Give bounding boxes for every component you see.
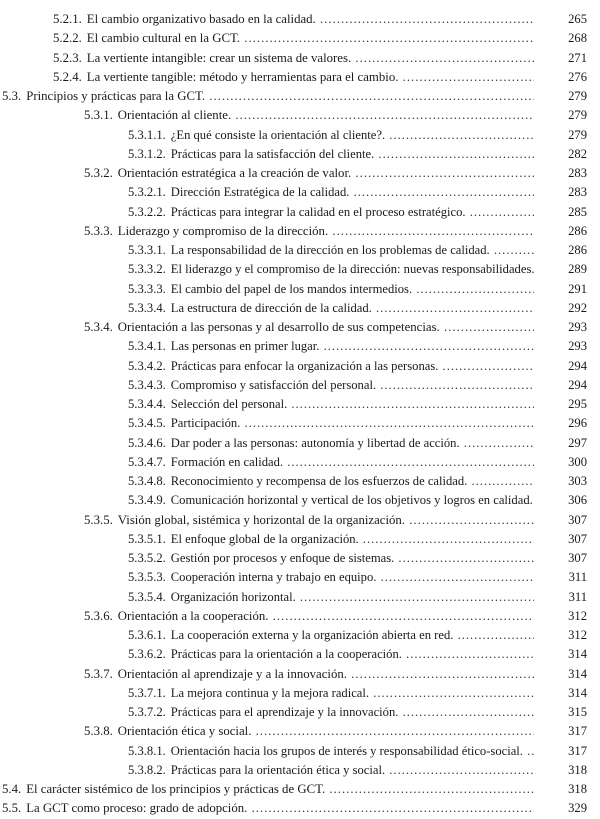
section-number: 5.3.5.1.	[128, 531, 166, 546]
toc-entry-text	[128, 145, 534, 164]
section-number: 5.3.5.	[84, 512, 113, 527]
toc-entry-text	[84, 106, 534, 125]
toc-entry	[0, 318, 600, 337]
toc-entry	[0, 761, 600, 780]
section-title: Prácticas para la satisfacción del cliente.	[170, 146, 375, 161]
section-number: 5.3.4.2.	[128, 358, 166, 373]
section-number: 5.3.2.1.	[128, 185, 166, 200]
toc-entry-text	[53, 68, 534, 87]
page-number: 314	[539, 665, 587, 684]
page-number: 312	[539, 607, 587, 626]
toc-entry	[0, 203, 600, 222]
section-title: El cambio cultural en la GCT.	[86, 31, 241, 46]
toc-entry	[0, 588, 600, 607]
toc-entry-text	[84, 511, 534, 530]
section-title: Orientación a las personas y al desarrollo de sus competencias.	[117, 320, 440, 334]
section-title: Orientación estratégica a la creación de valor.	[117, 166, 352, 180]
section-title: Selección del personal.	[170, 397, 288, 411]
toc-entry	[0, 376, 600, 395]
toc-entry	[0, 10, 600, 29]
section-title: La GCT como proceso: grado de adopción.	[26, 801, 248, 816]
toc-entry	[0, 241, 600, 260]
page-number: 265	[539, 10, 587, 29]
toc-entry-text	[2, 87, 534, 106]
section-number: 5.3.6.	[84, 608, 113, 623]
section-number: 5.3.2.	[84, 166, 113, 180]
toc-entry	[0, 626, 600, 645]
section-number: 5.3.3.	[84, 223, 113, 238]
section-number: 5.3.3.1.	[128, 243, 166, 257]
page-number: 285	[539, 203, 587, 222]
section-number: 5.3.8.	[84, 724, 113, 739]
page-number: 289	[539, 260, 587, 279]
section-number: 5.3.4.9.	[128, 493, 166, 508]
section-title: Orientación al cliente.	[117, 108, 232, 123]
page-number: 294	[539, 357, 587, 376]
toc-entry-text	[128, 260, 534, 279]
toc-entry-text	[128, 203, 534, 222]
toc-entry	[0, 568, 600, 587]
page-number: 307	[539, 511, 587, 530]
toc-entry	[0, 607, 600, 626]
toc-entry-text	[128, 280, 534, 299]
toc-entry	[0, 799, 600, 818]
toc-entry-text	[128, 337, 534, 356]
section-number: 5.3.1.2.	[128, 146, 166, 161]
page-number: 286	[539, 222, 587, 241]
toc-entry-text	[128, 626, 534, 645]
toc-entry-text	[128, 376, 534, 395]
toc-entry-text	[84, 318, 534, 337]
toc-entry	[0, 395, 600, 414]
section-title: El cambio organizativo basado en la calidad.	[86, 12, 316, 26]
page-number: 276	[539, 68, 587, 87]
page-number: 306	[539, 491, 587, 510]
toc-entry-text	[128, 703, 534, 722]
toc-entry	[0, 280, 600, 299]
toc-entry	[0, 684, 600, 703]
toc-entry-text	[128, 588, 534, 607]
toc-entry-text	[128, 742, 534, 761]
toc-entry-text	[128, 568, 534, 587]
section-title: Visión global, sistémica y horizontal de la organización.	[117, 512, 406, 527]
section-title: Orientación hacia los grupos de interés y responsabilidad ético-social.	[170, 743, 523, 758]
toc-entry-text	[84, 222, 534, 241]
section-number: 5.3.8.1.	[128, 743, 166, 758]
section-number: 5.3.6.2.	[128, 647, 166, 662]
page-number: 307	[539, 549, 587, 568]
toc-entry	[0, 665, 600, 684]
section-number: 5.3.4.3.	[128, 377, 166, 392]
toc-entry-text	[53, 49, 534, 68]
section-title: ¿En qué consiste la orientación al cliente?.	[170, 127, 386, 142]
toc-entry-text	[2, 799, 534, 818]
section-title: El enfoque global de la organización.	[170, 531, 359, 546]
section-number: 5.3.7.1.	[128, 685, 166, 700]
page-number: 329	[539, 799, 587, 818]
section-number: 5.3.7.	[84, 666, 113, 681]
page-number: 296	[539, 414, 587, 433]
section-number: 5.3.3.4.	[128, 300, 166, 315]
section-number: 5.3.1.1.	[128, 127, 166, 142]
page-number: 312	[539, 626, 587, 645]
toc-entry	[0, 29, 600, 48]
section-title: El liderazgo y el compromiso de la dirección: nuevas responsabilidades.	[170, 262, 534, 277]
toc-entry	[0, 645, 600, 664]
section-title: Participación.	[170, 416, 241, 431]
table-of-contents	[0, 10, 600, 819]
toc-entry-text	[84, 665, 534, 684]
page-number: 314	[539, 684, 587, 703]
toc-entry	[0, 106, 600, 125]
toc-entry	[0, 703, 600, 722]
section-number: 5.4.	[2, 782, 22, 796]
page-number: 293	[539, 318, 587, 337]
section-title: Orientación al aprendizaje y a la innovación.	[117, 666, 347, 681]
section-title: Prácticas para enfocar la organización a las personas.	[170, 358, 439, 373]
section-title: Orientación a la cooperación.	[117, 608, 269, 623]
section-title: Prácticas para la orientación a la cooperación.	[170, 647, 402, 662]
section-number: 5.3.7.2.	[128, 705, 166, 719]
toc-entry-text	[128, 126, 534, 145]
section-number: 5.3.2.2.	[128, 204, 166, 219]
section-number: 5.3.3.2.	[128, 262, 166, 277]
toc-entry-text	[128, 684, 534, 703]
section-number: 5.3.5.4.	[128, 589, 166, 604]
toc-entry-text	[128, 453, 534, 472]
section-title: Prácticas para integrar la calidad en el proceso estratégico.	[170, 204, 466, 219]
section-number: 5.3.6.1.	[128, 628, 166, 642]
section-title: Comunicación horizontal y vertical de los objetivos y logros en calidad.	[170, 493, 533, 508]
page-number: 279	[539, 126, 587, 145]
page-number: 315	[539, 703, 587, 722]
toc-entry	[0, 453, 600, 472]
toc-entry	[0, 742, 600, 761]
section-number: 5.3.3.3.	[128, 281, 166, 296]
toc-entry-text	[128, 472, 534, 491]
toc-entry-text	[84, 164, 534, 183]
toc-entry-text	[128, 549, 534, 568]
toc-entry	[0, 183, 600, 202]
section-title: Prácticas para el aprendizaje y la innovación.	[170, 705, 399, 719]
page-number: 294	[539, 376, 587, 395]
section-number: 5.2.4.	[53, 69, 82, 84]
section-title: Dar poder a las personas: autonomía y libertad de acción.	[170, 435, 460, 450]
section-title: La responsabilidad de la dirección en los problemas de calidad.	[170, 243, 490, 257]
section-title: Dirección Estratégica de la calidad.	[170, 185, 350, 200]
section-number: 5.3.1.	[84, 108, 113, 123]
section-number: 5.5.	[2, 801, 22, 816]
page-number: 307	[539, 530, 587, 549]
toc-entry	[0, 260, 600, 279]
toc-entry-text	[128, 395, 534, 414]
toc-entry	[0, 145, 600, 164]
toc-entry-text	[128, 761, 534, 780]
page-number: 271	[539, 49, 587, 68]
section-title: Organización horizontal.	[170, 589, 296, 604]
toc-entry	[0, 511, 600, 530]
toc-entry	[0, 414, 600, 433]
section-number: 5.3.4.5.	[128, 416, 166, 431]
page-number: 283	[539, 183, 587, 202]
section-title: La cooperación externa y la organización abierta en red.	[170, 628, 454, 642]
section-number: 5.3.5.2.	[128, 551, 166, 565]
toc-entry	[0, 299, 600, 318]
toc-entry	[0, 126, 600, 145]
section-title: La mejora continua y la mejora radical.	[170, 685, 370, 700]
toc-entry	[0, 49, 600, 68]
section-number: 5.3.4.7.	[128, 454, 166, 469]
page-number: 293	[539, 337, 587, 356]
toc-entry-text	[128, 530, 534, 549]
section-number: 5.3.8.2.	[128, 762, 166, 777]
page-number: 314	[539, 645, 587, 664]
page-number: 282	[539, 145, 587, 164]
toc-entry-text	[128, 241, 534, 260]
page-number: 279	[539, 106, 587, 125]
toc-entry-text	[128, 645, 534, 664]
section-title: Compromiso y satisfacción del personal.	[170, 377, 377, 392]
toc-entry	[0, 222, 600, 241]
toc-entry-text	[2, 780, 534, 799]
section-number: 5.3.4.1.	[128, 339, 166, 354]
section-title: Las personas en primer lugar.	[170, 339, 320, 354]
toc-entry	[0, 780, 600, 799]
page-number: 303	[539, 472, 587, 491]
toc-entry	[0, 87, 600, 106]
section-title: Cooperación interna y trabajo en equipo.	[170, 570, 377, 585]
page-number: 268	[539, 29, 587, 48]
toc-entry-text	[53, 10, 534, 29]
section-number: 5.3.4.6.	[128, 435, 166, 450]
toc-entry-text	[128, 357, 534, 376]
toc-entry	[0, 434, 600, 453]
section-title: Gestión por procesos y enfoque de sistemas.	[170, 551, 395, 565]
page-number: 311	[539, 568, 587, 587]
section-number: 5.3.4.8.	[128, 474, 166, 488]
toc-entry	[0, 337, 600, 356]
section-title: La vertiente tangible: método y herramientas para el cambio.	[86, 69, 399, 84]
section-number: 5.3.	[2, 89, 22, 103]
toc-entry	[0, 722, 600, 741]
section-title: El carácter sistémico de los principios y prácticas de GCT.	[26, 782, 326, 796]
section-title: Orientación ética y social.	[117, 724, 252, 739]
section-title: Liderazgo y compromiso de la dirección.	[117, 223, 329, 238]
page-number: 292	[539, 299, 587, 318]
toc-entry-text	[128, 183, 534, 202]
section-number: 5.2.1.	[53, 12, 82, 26]
toc-entry	[0, 530, 600, 549]
toc-entry-text	[53, 29, 534, 48]
toc-entry	[0, 472, 600, 491]
section-number: 5.3.5.3.	[128, 570, 166, 585]
toc-entry-text	[128, 414, 534, 433]
page-number: 291	[539, 280, 587, 299]
section-number: 5.2.2.	[53, 31, 82, 46]
section-title: La estructura de dirección de la calidad.	[170, 300, 372, 315]
toc-entry-text	[84, 722, 534, 741]
page-number: 317	[539, 722, 587, 741]
page-number: 311	[539, 588, 587, 607]
section-title: Principios y prácticas para la GCT.	[26, 89, 206, 103]
section-number: 5.2.3.	[53, 50, 82, 65]
toc-entry	[0, 491, 600, 510]
page-number: 317	[539, 742, 587, 761]
page-number: 300	[539, 453, 587, 472]
section-title: Reconocimiento y recompensa de los esfuerzos de calidad.	[170, 474, 468, 488]
toc-entry	[0, 549, 600, 568]
toc-entry-text	[84, 607, 534, 626]
toc-entry	[0, 164, 600, 183]
page-number: 283	[539, 164, 587, 183]
toc-entry	[0, 357, 600, 376]
toc-entry	[0, 68, 600, 87]
section-number: 5.3.4.4.	[128, 397, 166, 411]
page-number: 318	[539, 780, 587, 799]
page-number: 279	[539, 87, 587, 106]
section-title: Prácticas para la orientación ética y social.	[170, 762, 386, 777]
section-number: 5.3.4.	[84, 320, 113, 334]
section-title: El cambio del papel de los mandos intermedios.	[170, 281, 413, 296]
section-title: Formación en calidad.	[170, 454, 284, 469]
toc-entry-text	[128, 434, 534, 453]
page-number: 297	[539, 434, 587, 453]
section-title: La vertiente intangible: crear un sistema de valores.	[86, 50, 352, 65]
toc-entry-text	[128, 491, 534, 510]
page-number: 286	[539, 241, 587, 260]
toc-entry-text	[128, 299, 534, 318]
page-number: 318	[539, 761, 587, 780]
page-number: 295	[539, 395, 587, 414]
